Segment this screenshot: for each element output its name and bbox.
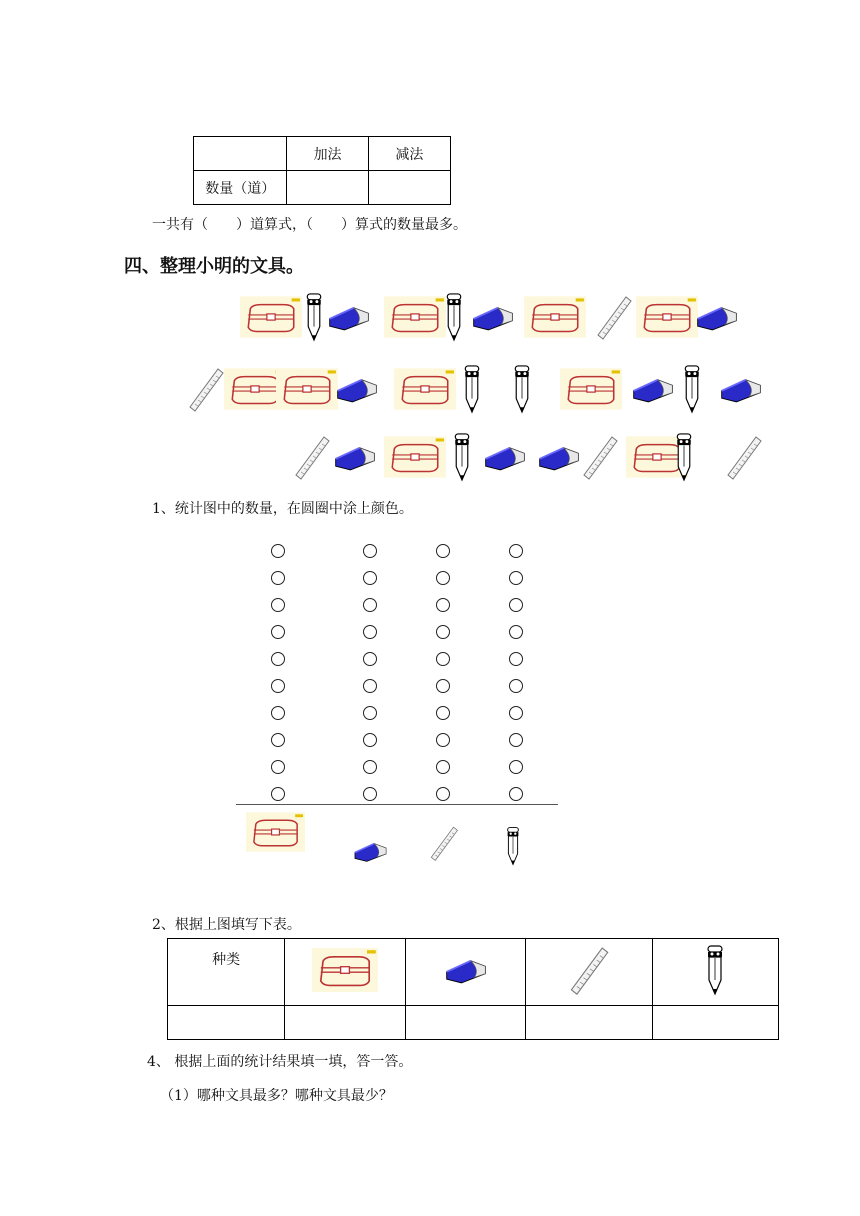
tally-circle[interactable] bbox=[509, 679, 523, 693]
chart-baseline bbox=[236, 804, 558, 805]
tally-circle[interactable] bbox=[271, 571, 285, 585]
pencil-icon bbox=[462, 364, 482, 414]
pencil-box-icon bbox=[276, 368, 338, 410]
tally-circle[interactable] bbox=[509, 706, 523, 720]
tally-circle[interactable] bbox=[363, 733, 377, 747]
table2-icon-ruler bbox=[526, 939, 652, 1006]
pencil-box-icon bbox=[394, 368, 456, 410]
pencil-box-icon bbox=[312, 947, 378, 993]
pencil-icon bbox=[304, 292, 324, 342]
tally-circle[interactable] bbox=[509, 571, 523, 585]
pencil-box-icon bbox=[524, 296, 586, 338]
tally-circle[interactable] bbox=[509, 787, 523, 801]
pencil-icon bbox=[682, 364, 702, 414]
tally-circle[interactable] bbox=[436, 787, 450, 801]
ruler-icon bbox=[594, 293, 634, 341]
ruler-icon bbox=[567, 943, 611, 997]
table2-label: 种类 bbox=[168, 939, 285, 1006]
tally-circle[interactable] bbox=[271, 652, 285, 666]
pencil-icon bbox=[674, 432, 694, 482]
tally-circle[interactable] bbox=[363, 598, 377, 612]
pencil-box-icon bbox=[246, 812, 305, 852]
tally-circle[interactable] bbox=[363, 787, 377, 801]
header-subtraction: 减法 bbox=[368, 137, 450, 171]
eraser-icon bbox=[470, 301, 516, 333]
pencil-box-icon bbox=[384, 436, 446, 478]
table2-icon-eraser bbox=[405, 939, 525, 1006]
tally-circle[interactable] bbox=[271, 760, 285, 774]
ruler-icon bbox=[724, 433, 764, 481]
pencil-icon bbox=[705, 944, 725, 996]
question-4: 4、 根据上面的统计结果填一填，答一答。 bbox=[147, 1054, 413, 1070]
tally-circle[interactable] bbox=[509, 625, 523, 639]
eraser-icon bbox=[694, 301, 740, 333]
tally-circle[interactable] bbox=[509, 598, 523, 612]
tally-circle[interactable] bbox=[436, 706, 450, 720]
eraser-icon bbox=[334, 373, 380, 405]
tally-circle[interactable] bbox=[436, 652, 450, 666]
tally-circle[interactable] bbox=[436, 571, 450, 585]
tally-circle[interactable] bbox=[436, 544, 450, 558]
ruler-icon bbox=[428, 824, 460, 862]
tally-circle[interactable] bbox=[271, 598, 285, 612]
addition-subtraction-table bbox=[193, 136, 451, 205]
tally-circle[interactable] bbox=[436, 760, 450, 774]
eraser-icon bbox=[352, 838, 389, 864]
answer-cell-eraser[interactable] bbox=[405, 1006, 525, 1040]
pencil-icon bbox=[505, 826, 521, 866]
tally-circle[interactable] bbox=[271, 787, 285, 801]
pencil-box-icon bbox=[384, 296, 446, 338]
pencil-box-icon bbox=[636, 296, 698, 338]
tally-circle[interactable] bbox=[271, 544, 285, 558]
tally-circle[interactable] bbox=[363, 760, 377, 774]
pencil-icon bbox=[512, 364, 532, 414]
question-4-1: （1）哪种文具最多？哪种文具最少？ bbox=[160, 1088, 393, 1104]
ruler-icon bbox=[186, 365, 226, 413]
pencil-icon bbox=[452, 432, 472, 482]
table2-icon-pencil bbox=[652, 939, 778, 1006]
eraser-icon bbox=[326, 301, 372, 333]
pencil-icon bbox=[444, 292, 464, 342]
stationery-count-table bbox=[167, 938, 779, 1040]
tally-circle[interactable] bbox=[363, 652, 377, 666]
tally-circle[interactable] bbox=[509, 544, 523, 558]
tally-circle[interactable] bbox=[509, 733, 523, 747]
answer-cell-subtraction[interactable] bbox=[368, 171, 450, 205]
tally-circle[interactable] bbox=[363, 706, 377, 720]
eraser-icon bbox=[718, 373, 764, 405]
tally-circle[interactable] bbox=[509, 652, 523, 666]
pencil-box-icon bbox=[240, 296, 302, 338]
answer-cell-pencil[interactable] bbox=[652, 1006, 778, 1040]
eraser-icon bbox=[332, 441, 378, 473]
eraser-icon bbox=[443, 954, 489, 986]
answer-cell-box[interactable] bbox=[285, 1006, 406, 1040]
eraser-icon bbox=[536, 441, 582, 473]
tally-circle[interactable] bbox=[363, 625, 377, 639]
eraser-icon bbox=[482, 441, 528, 473]
question-1: 1、统计图中的数量，在圆圈中涂上颜色。 bbox=[152, 501, 413, 517]
row-label-count: 数量（道） bbox=[194, 171, 287, 205]
tally-circle[interactable] bbox=[271, 625, 285, 639]
pencil-box-icon bbox=[560, 368, 622, 410]
tally-circle[interactable] bbox=[271, 679, 285, 693]
eraser-icon bbox=[630, 373, 676, 405]
tally-circle[interactable] bbox=[363, 571, 377, 585]
tally-circle[interactable] bbox=[436, 679, 450, 693]
tally-circle[interactable] bbox=[509, 760, 523, 774]
question-2: 2、根据上图填写下表。 bbox=[152, 917, 301, 933]
tally-circle[interactable] bbox=[436, 733, 450, 747]
tally-circle[interactable] bbox=[363, 544, 377, 558]
total-question: 一共有（ ）道算式，（ ）算式的数量最多。 bbox=[152, 217, 467, 233]
tally-circle[interactable] bbox=[271, 733, 285, 747]
answer-cell-ruler[interactable] bbox=[526, 1006, 652, 1040]
answer-cell-addition[interactable] bbox=[287, 171, 368, 205]
header-addition: 加法 bbox=[287, 137, 368, 171]
ruler-icon bbox=[292, 433, 332, 481]
table-corner-cell bbox=[194, 137, 287, 171]
tally-circle[interactable] bbox=[436, 598, 450, 612]
answer-cell-1[interactable] bbox=[168, 1006, 285, 1040]
tally-circle[interactable] bbox=[436, 625, 450, 639]
table2-icon-box bbox=[285, 939, 406, 1006]
tally-circle[interactable] bbox=[363, 679, 377, 693]
ruler-icon bbox=[580, 433, 620, 481]
section-4-title: 四、整理小明的文具。 bbox=[124, 256, 304, 277]
tally-circle[interactable] bbox=[271, 706, 285, 720]
